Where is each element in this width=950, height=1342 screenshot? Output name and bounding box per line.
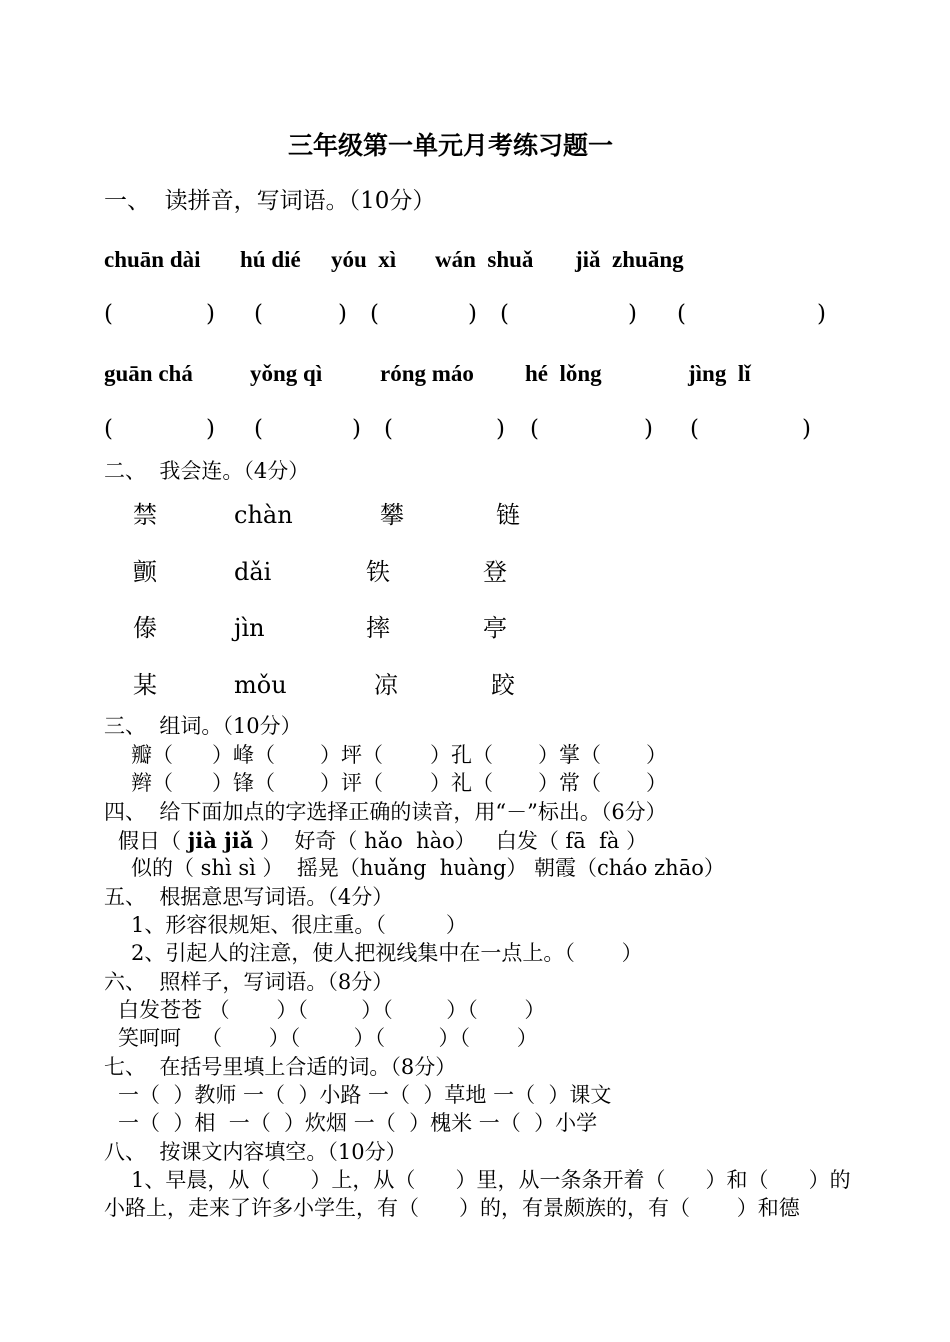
match-char[interactable]: 摔 — [366, 614, 390, 642]
answer-blank: ) — [468, 301, 477, 327]
answer-blank[interactable]: ( — [530, 416, 539, 442]
answer-blank: ) — [496, 416, 505, 442]
answer-blank: ) — [628, 301, 637, 327]
answer-blank[interactable]: ( — [690, 416, 699, 442]
match-pinyin[interactable]: jìn — [234, 614, 265, 642]
section-5-heading: 五、 根据意思写词语。（4分） — [104, 885, 394, 909]
match-char[interactable]: 亭 — [483, 614, 507, 642]
answer-blank[interactable]: ( — [104, 416, 113, 442]
word-group-item: ）峰（ — [212, 743, 275, 767]
word-group-item: ）礼（ — [430, 771, 493, 795]
pinyin-item: jiǎ zhuāng — [575, 247, 684, 272]
section-3-heading: 三、 组词。（10分） — [104, 714, 302, 738]
match-char[interactable]: 某 — [133, 671, 157, 699]
answer-blank: ) — [802, 416, 811, 442]
pinyin-item: wán shuǎ — [435, 247, 534, 272]
reading-choice-row[interactable]: 似的（ shì sì ） 摇晃（huǎng huàng） 朝霞（cháo zhāo） — [131, 856, 725, 880]
match-char[interactable]: 登 — [483, 558, 507, 586]
word-group-item: ） — [646, 771, 667, 795]
word-group-item: 辫（ — [131, 771, 173, 795]
word-group-item: ）坪（ — [320, 743, 383, 767]
word-group-item: ）锋（ — [212, 771, 275, 795]
answer-blank: ) — [338, 301, 347, 327]
fill-in-text[interactable]: 小路上，走来了许多小学生，有（ ）的，有景颇族的，有（ ）和德 — [104, 1196, 800, 1220]
match-char[interactable]: 凉 — [374, 671, 398, 699]
answer-blank: ) — [206, 301, 215, 327]
reading-choice-word: 假日（ — [118, 829, 188, 853]
match-char[interactable]: 傣 — [133, 614, 157, 642]
match-char[interactable]: 攀 — [380, 501, 404, 529]
section-4-heading: 四、 给下面加点的字选择正确的读音，用“－”标出。（6分） — [104, 800, 667, 824]
word-group-item: ）常（ — [538, 771, 601, 795]
match-char[interactable]: 铁 — [366, 558, 390, 586]
answer-blank[interactable]: ( — [254, 301, 263, 327]
pinyin-item: róng máo — [380, 361, 474, 386]
reading-choice-row — [118, 830, 647, 852]
section-1-heading: 一、 读拼音，写词语。（10分） — [104, 188, 436, 214]
answer-blank[interactable]: ( — [384, 416, 393, 442]
answer-blank[interactable]: ( — [500, 301, 509, 327]
pinyin-item: chuān dài — [104, 247, 201, 272]
pinyin-item: yóu xì — [331, 247, 397, 272]
pattern-row[interactable]: 白发苍苍 （ ）（ ）（ ）（ ） — [118, 998, 546, 1022]
pinyin-item: hé lǒng — [525, 361, 602, 386]
word-group-item: ） — [646, 743, 667, 767]
measure-word-row[interactable]: 一（ ）教师 一（ ）小路 一（ ）草地 一（ ）课文 — [118, 1083, 612, 1107]
answer-blank[interactable]: ( — [677, 301, 686, 327]
pattern-row[interactable]: 笑呵呵 （ ）（ ）（ ）（ ） — [118, 1026, 538, 1050]
match-pinyin[interactable]: dǎi — [234, 558, 272, 586]
section-7-heading: 七、 在括号里填上合适的词。（8分） — [104, 1055, 457, 1079]
match-char[interactable]: 颤 — [133, 558, 157, 586]
match-pinyin[interactable]: chàn — [234, 501, 293, 529]
pinyin-item: hú dié — [240, 247, 301, 272]
match-char[interactable]: 跤 — [491, 671, 515, 699]
word-group-item: 瓣（ — [131, 743, 173, 767]
answer-blank[interactable]: ( — [254, 416, 263, 442]
match-char[interactable]: 禁 — [133, 501, 157, 529]
reading-choice-options[interactable]: jià jiǎ — [187, 828, 254, 853]
definition-question[interactable]: 1、形容很规矩、很庄重。（ ） — [131, 913, 467, 937]
answer-blank: ) — [206, 416, 215, 442]
pinyin-item: yǒng qì — [250, 361, 323, 386]
match-pinyin[interactable]: mǒu — [234, 671, 287, 699]
answer-blank: ) — [352, 416, 361, 442]
section-6-heading: 六、 照样子，写词语。（8分） — [104, 970, 394, 994]
page-title: 三年级第一单元月考练习题一 — [288, 131, 614, 160]
section-8-heading: 八、 按课文内容填空。（10分） — [104, 1140, 407, 1164]
pinyin-item: guān chá — [104, 361, 193, 386]
word-group-item: ）掌（ — [538, 743, 601, 767]
word-group-item: ）孔（ — [430, 743, 493, 767]
match-char[interactable]: 链 — [496, 501, 520, 529]
fill-in-text[interactable]: 1、早晨，从（ ）上，从（ ）里，从一条条开着（ ）和（ ）的 — [131, 1168, 851, 1192]
definition-question[interactable]: 2、引起人的注意，使人把视线集中在一点上。（ ） — [131, 941, 643, 965]
answer-blank: ) — [817, 301, 826, 327]
section-2-heading: 二、 我会连。（4分） — [104, 459, 310, 483]
reading-choice-rest[interactable]: ） 好奇（ hǎo hào） 白发（ fā fà ） — [253, 829, 648, 853]
answer-blank: ) — [644, 416, 653, 442]
answer-blank[interactable]: ( — [104, 301, 113, 327]
answer-blank[interactable]: ( — [370, 301, 379, 327]
word-group-item: ）评（ — [320, 771, 383, 795]
measure-word-row[interactable]: 一（ ）相 一（ ）炊烟 一（ ）槐米 一（ ）小学 — [118, 1111, 598, 1135]
pinyin-item: jìng lǐ — [688, 361, 751, 386]
